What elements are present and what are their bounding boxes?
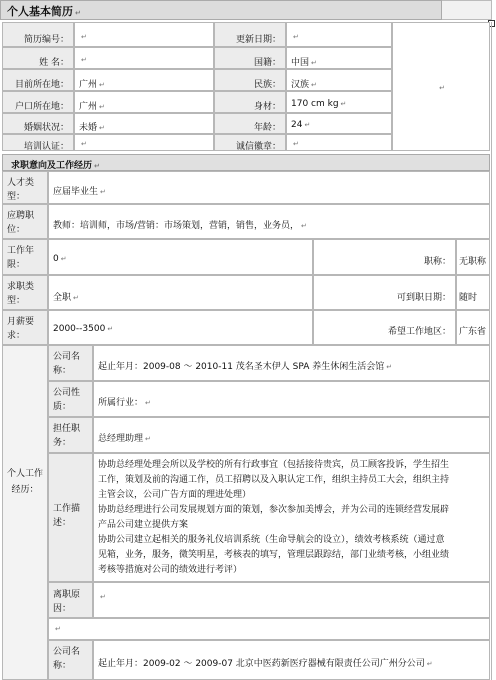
training-value: ↵ (74, 134, 214, 151)
desc-line: 产品公司建立提供方案 (98, 520, 189, 530)
marital-label: 婚姻状况： (2, 113, 74, 134)
salary-value: 2000--3500 ↵ (48, 310, 313, 345)
age-label: 年龄： (214, 113, 286, 134)
age-value: 24 ↵ (286, 113, 392, 134)
hukou-value: 广州 ↵ (74, 91, 214, 113)
residence-label: 目前所在地： (2, 69, 74, 91)
title-bar-right (442, 0, 492, 20)
name-value: ↵ (74, 47, 214, 69)
credit-value: ↵ (286, 134, 392, 151)
position-value: 教师：培训师，市场/营销：市场策划，营销，销售，业务员， ↵ (48, 204, 490, 239)
title-value: 无职称 (456, 239, 490, 275)
desc-line: 协助总经理处理会所以及学校的所有行政事宜（包括接待贵宾，员工顾客投诉，学生招生 (98, 460, 450, 470)
section-header-intent: 求职意向及工作经历 ↵ (2, 154, 490, 171)
nationality-value: 中国 ↵ (286, 47, 392, 69)
desc-line: 工作，策划及前的沟通工作，员工招聘以及入职认定工作，组织主持员工大会，组织主持 (98, 475, 450, 485)
nationality-label: 国籍： (214, 47, 286, 69)
years-value: 0 ↵ (48, 239, 313, 275)
job1-desc-label: 工作描述： (48, 453, 93, 582)
job1-company-label: 公司名称： (48, 345, 93, 381)
job1-position-label: 担任职务： (48, 417, 93, 453)
salary-label: 月薪要求： (2, 310, 48, 345)
credit-label: 诚信徽章： (214, 134, 286, 151)
area-value: 广东省 (456, 310, 490, 345)
ethnic-label: 民族： (214, 69, 286, 91)
update-label: 更新日期： (214, 22, 286, 47)
paragraph-mark: ↵ (75, 9, 81, 17)
job1-leave-label: 离职原因： (48, 582, 93, 618)
title-label: 职称： (313, 239, 456, 275)
training-label: 培训认证： (2, 134, 74, 151)
arrival-value: 随时 (456, 275, 490, 310)
arrival-label: 可到职日期： (313, 275, 456, 310)
name-label: 姓 名： (2, 47, 74, 69)
hukou-label: 户口所在地： (2, 91, 74, 113)
desc-line: 见箱，业务，服务，微笑明星，考核表的填写，管理层跟踪结，部门业绩考核，小组业绩 (98, 550, 450, 560)
residence-value: 广州 ↵ (74, 69, 214, 91)
spacer-row: ↵ (48, 618, 490, 640)
job1-desc (93, 453, 490, 582)
desc-line: 协助总经理进行公司发展规划方面的策划，参次参加美博会，并为公司的连锁经营发展辟 (98, 505, 450, 515)
years-label: 工作年限： (2, 239, 48, 275)
job1-position-value: 总经理助理 ↵ (93, 417, 490, 453)
resume-no-value: ↵ (74, 22, 214, 47)
desc-line: 协助公司建立起相关的服务礼仪培训系统（生命导航会的设立），绩效考核系统（通过意 (98, 535, 445, 545)
height-label: 身材： (214, 91, 286, 113)
height-value: 170 cm kg ↵ (286, 91, 392, 113)
area-label: 希望工作地区： (313, 310, 456, 345)
job1-leave-value: ↵ (93, 582, 490, 618)
job1-industry: 所属行业： ↵ (93, 381, 490, 417)
desc-line: 主管会议，公司广告方面的理进处理） (98, 490, 252, 500)
talent-type-label: 人才类型： (2, 171, 48, 204)
desc-line: 考核等措施对公司的绩效进行考评） (98, 565, 243, 575)
photo-box: ↵ (392, 22, 490, 151)
job1-company-value: 起止年月：2009-08 ～ 2010-11 茂名圣木伊人 SPA 养生休闲生活会馆 ↵ (93, 345, 490, 381)
seek-type-value: 全职 ↵ (48, 275, 313, 310)
section-title: 求职意向及工作经历 (11, 161, 93, 171)
marital-value: 未婚 ↵ (74, 113, 214, 134)
talent-type-value: 应届毕业生 ↵ (48, 171, 490, 204)
resume-no-label: 简历编号： (2, 22, 74, 47)
right-margin-rule (491, 22, 492, 680)
ethnic-value: 汉族 ↵ (286, 69, 392, 91)
job2-company-label: 公司名称： (48, 640, 93, 680)
job1-nature-label: 公司性质： (48, 381, 93, 417)
position-label: 应聘职位： (2, 204, 48, 239)
job2-company-value: 起止年月：2009-02 ～ 2009-07 北京中医药新医疗器械有限责任公司广州分公司 ↵ (93, 640, 490, 680)
update-value: ↵ (286, 22, 392, 47)
experience-side-label: 个人工作经历： (2, 345, 48, 680)
page-title (7, 3, 81, 19)
seek-type-label: 求职类型： (2, 275, 48, 310)
page-title-text: 个人基本简历 (7, 5, 73, 18)
